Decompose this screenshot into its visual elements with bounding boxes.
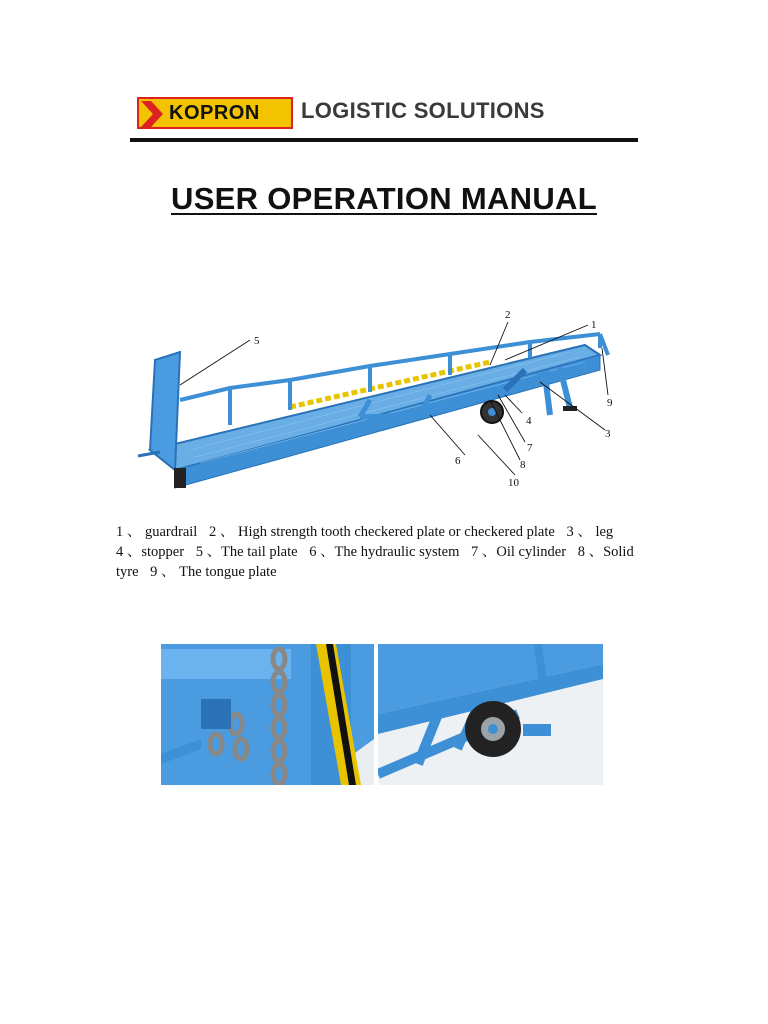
callout-1: 1 [591, 319, 597, 331]
legend-row [116, 562, 656, 582]
kopron-logo [137, 97, 637, 131]
header-rule [130, 138, 638, 142]
legend-item: 8 、Solid [577, 544, 634, 560]
logo-tagline: LOGISTIC SOLUTIONS [301, 98, 545, 123]
legend-item: 3 、 leg [566, 524, 614, 540]
logo-badge [137, 97, 293, 129]
callout-3: 3 [605, 428, 611, 440]
legend-item: 4 、stopper [116, 544, 185, 560]
tail-plate-foot [174, 468, 186, 488]
legend-item: 1 、 guardrail [116, 524, 198, 540]
legend-item: 2 、 High strength tooth checkered plate or checkered plate [208, 524, 555, 540]
callout-5: 5 [254, 335, 260, 347]
callout-6: 6 [455, 455, 461, 467]
callout-7: 7 [527, 442, 533, 454]
callout-10: 10 [508, 477, 519, 489]
legend-item: tyre [116, 564, 139, 580]
leg-foot [563, 406, 577, 411]
callout-2: 2 [505, 309, 511, 321]
logo-brand: KOPRON [169, 102, 260, 124]
legend-item: 7 、Oil cylinder [471, 544, 567, 560]
legend-row [116, 542, 656, 562]
photo-wheel-frame [378, 644, 603, 785]
callout-8: 8 [520, 459, 526, 471]
legend-row [116, 522, 656, 542]
legend-item: 5 、The tail plate [195, 544, 298, 560]
dock-ramp-diagram [130, 300, 650, 500]
page-title-text: USER OPERATION MANUAL [171, 181, 597, 216]
legend-item: 9 、 The tongue plate [150, 564, 277, 580]
parts-legend [116, 522, 656, 582]
page-title [0, 181, 768, 217]
legend-item: 6 、The hydraulic system [309, 544, 460, 560]
callout-9: 9 [607, 397, 613, 409]
photo-tail-plate-chain [161, 644, 374, 785]
logo-chevron-icon [141, 101, 167, 127]
callout-4: 4 [526, 415, 532, 427]
